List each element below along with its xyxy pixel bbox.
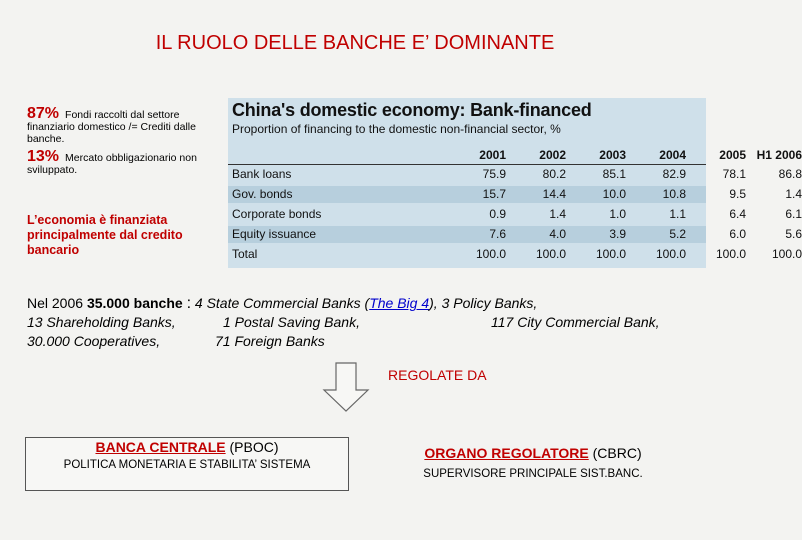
para-foreign: 71 Foreign Banks <box>215 333 325 349</box>
table-title: China's domestic economy: Bank-financed <box>232 100 592 120</box>
table-cell: 1.1 <box>669 207 686 221</box>
table-cell: 75.9 <box>482 167 506 181</box>
table-cell: 10.0 <box>602 187 626 201</box>
table-row <box>228 186 802 203</box>
stats-column <box>27 105 222 182</box>
stat-percent: 13% <box>27 148 60 165</box>
table-cell: 1.0 <box>609 207 626 221</box>
table-cell: 15.7 <box>482 187 506 201</box>
para-colon: : <box>186 295 192 312</box>
table-row <box>228 226 802 243</box>
regulated-by-label: REGOLATE DA <box>388 367 487 383</box>
table-cell: 9.5 <box>729 187 746 201</box>
table-year-header: 2004 <box>659 148 686 162</box>
table-cell: 100.0 <box>655 247 686 261</box>
table-row <box>228 166 802 183</box>
regulator-acronym: (CBRC) <box>588 445 642 461</box>
table-cell: 100.0 <box>595 247 626 261</box>
table-cell: 4.0 <box>549 227 566 241</box>
regulator-box <box>372 437 694 489</box>
table-cell: 78.1 <box>722 167 746 181</box>
table-cell: 10.8 <box>662 187 686 201</box>
central-bank-acronym: (PBOC) <box>225 439 279 455</box>
regulator-name: ORGANO REGOLATORE <box>424 445 589 461</box>
stat-text: Mercato obbligazionario non <box>65 152 197 164</box>
table-cell: 100.0 <box>475 247 506 261</box>
para-cooperatives: 30.000 Cooperatives, <box>27 333 161 349</box>
table-row-label: Equity issuance <box>232 227 317 241</box>
stat-percent: 87% <box>27 105 60 122</box>
para-year: Nel 2006 <box>27 295 84 311</box>
table-row-label: Bank loans <box>232 167 292 181</box>
table-cell: 6.0 <box>729 227 746 241</box>
table-cell: 80.2 <box>542 167 566 181</box>
table-row-label: Total <box>232 247 258 261</box>
table-year-header: 2005 <box>719 148 746 162</box>
table-cell: 6.1 <box>785 207 802 221</box>
central-bank-box <box>25 437 349 491</box>
table-cell: 0.9 <box>489 207 506 221</box>
stat-87 <box>27 105 222 145</box>
table-row-label: Corporate bonds <box>232 207 322 221</box>
para-postal: 1 Postal Saving Bank, <box>223 314 360 330</box>
table-cell: 1.4 <box>549 207 566 221</box>
table-cell: 86.8 <box>778 167 802 181</box>
table-cell: 3.9 <box>609 227 626 241</box>
table-cell: 100.0 <box>535 247 566 261</box>
stat-text: Fondi raccolti dal settore <box>65 109 180 121</box>
table-year-header: 2003 <box>599 148 626 162</box>
table-header-row <box>228 147 802 162</box>
table-row-label: Gov. bonds <box>232 187 293 201</box>
para-state-banks: 4 State Commercial Banks ( <box>194 295 370 311</box>
table-cell: 85.1 <box>602 167 626 181</box>
table-cell: 100.0 <box>715 247 746 261</box>
stat-text-cont: finanziario domestico /= Crediti dalle banche. <box>27 121 196 145</box>
central-bank-role: POLITICA MONETARIA E STABILITA’ SISTEMA <box>63 459 311 471</box>
regulator-role: SUPERVISORE PRINCIPALE SIST.BANC. <box>423 468 643 480</box>
page-title: IL RUOLO DELLE BANCHE E’ DOMINANTE <box>155 32 555 54</box>
table-cell: 6.4 <box>729 207 746 221</box>
stat-13 <box>27 148 222 176</box>
stat-text-cont: sviluppato. <box>27 164 78 176</box>
para-shareholding: 13 Shareholding Banks, <box>27 314 176 330</box>
down-arrow-icon <box>322 362 370 412</box>
table-cell: 14.4 <box>542 187 566 201</box>
table-year-header: H1 2006 <box>756 148 802 162</box>
table-year-header: 2001 <box>479 148 506 162</box>
central-bank-name: BANCA CENTRALE <box>95 439 226 455</box>
table-rule <box>228 164 706 165</box>
table-cell: 7.6 <box>489 227 506 241</box>
big4-link[interactable]: The Big 4 <box>369 295 430 311</box>
table-cell: 82.9 <box>662 167 686 181</box>
table-cell: 1.4 <box>785 187 802 201</box>
financing-note: L’economia è finanziata principalmente dal credito bancario <box>27 213 183 257</box>
table-row <box>228 206 802 223</box>
table-cell: 5.6 <box>785 227 802 241</box>
para-policy-banks: ), 3 Policy Banks, <box>429 295 538 311</box>
table-cell: 5.2 <box>669 227 686 241</box>
table-row <box>228 246 802 263</box>
para-city: 117 City Commercial Bank, <box>491 314 660 330</box>
table-subtitle: Proportion of financing to the domestic non-financial sector, % <box>232 122 561 136</box>
table-cell: 100.0 <box>771 247 802 261</box>
table-year-header: 2002 <box>539 148 566 162</box>
para-banks-count: 35.000 banche <box>86 295 183 311</box>
financing-table <box>228 98 802 268</box>
